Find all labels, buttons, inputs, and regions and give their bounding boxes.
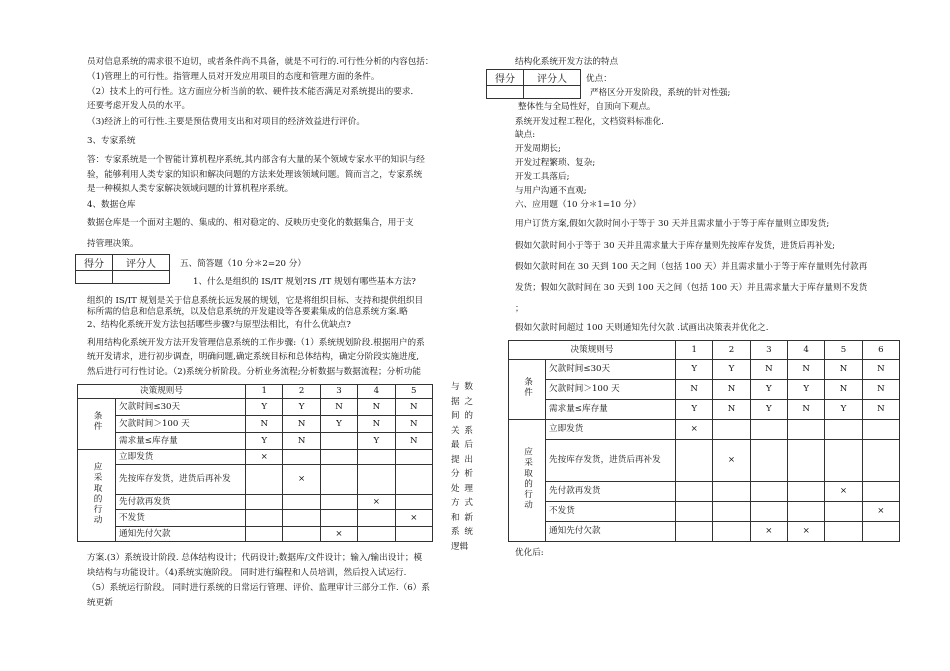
table-cell — [676, 482, 713, 502]
table-cell — [676, 440, 713, 482]
text-line: 假如欠款时间小于等于 30 天并且需求量大于库存量则先按库存发货，进货后再补发; — [515, 241, 836, 251]
text-line: 持管理决策。 — [87, 239, 139, 249]
table-cell: N — [862, 360, 899, 380]
table-cell — [283, 510, 320, 527]
answer-line: 然后进行可行性讨论。（2)系统分析阶段。分析业务流程;分析数据与数据流程；分析功能 — [87, 367, 421, 377]
grader-cell — [524, 86, 581, 99]
table-cell: N — [283, 416, 320, 433]
action-row-label: 先付款再发货 — [546, 482, 676, 502]
table-cell — [788, 482, 825, 502]
table-cell: × — [358, 495, 395, 510]
rule-number: 3 — [750, 341, 787, 360]
table-cell — [750, 440, 787, 482]
table-cell — [862, 482, 899, 502]
text-line: 用户订货方案,假如欠款时间小于等于 30 天并且需求量小于等于库存量则立即发货; — [515, 219, 830, 229]
table-cell — [713, 420, 750, 440]
table-cell: × — [395, 510, 432, 527]
table-cell: Y — [283, 399, 320, 416]
table-cell: N — [395, 433, 432, 450]
rule-number: 5 — [395, 385, 432, 399]
section-heading: 结构化系统开发方法的特点 — [515, 57, 619, 67]
score-cell — [487, 86, 524, 99]
table-header: 决策规则号 — [78, 385, 246, 399]
answer-line: 利用结构化系统开发方法开发管理信息系统的工作步骤:（1）系统规划阶段.根据用户的系 — [87, 338, 425, 348]
table-cell — [825, 502, 862, 522]
table-cell — [320, 450, 357, 465]
table-cell — [320, 465, 357, 495]
table-cell: N — [862, 380, 899, 400]
table-cell: N — [713, 380, 750, 400]
table-cell — [788, 502, 825, 522]
side-text: 与数据之间的关系最后提出分析处理方式和新系统逻辑 — [451, 382, 473, 552]
table-cell: N — [320, 399, 357, 416]
rule-number: 4 — [358, 385, 395, 399]
table-cell — [320, 433, 357, 450]
text-line: 整体性与全局性好，自顶向下观点。 — [518, 102, 656, 112]
table-cell: Y — [246, 399, 283, 416]
text-line: 优点： — [586, 74, 612, 84]
optimized-label: 优化后: — [515, 548, 544, 558]
table-cell: Y — [246, 433, 283, 450]
text-line: 假如欠款时间超过 100 天则通知先付欠款 .试画出决策表并优化之. — [515, 323, 769, 333]
score-cell — [76, 271, 113, 284]
text-line: 员对信息系统的需求很不迫切，或者条件尚不具备，就是不可行的.可行性分析的内容包括： — [87, 57, 434, 67]
action-row-label: 立即发货 — [116, 450, 246, 465]
text-line: 答：专家系统是一个智能计算机程序系统,其内部含有大量的某个领域专家水平的知识与经 — [87, 155, 425, 165]
table-cell: × — [788, 522, 825, 542]
action-row-label: 先按库存发货，进货后再补发 — [546, 440, 676, 482]
table-cell: × — [676, 420, 713, 440]
text-line: 数据仓库是一个面对主题的、集成的、相对稳定的、反映历史变化的数据集合，用于支 — [87, 218, 414, 228]
action-label: 应采取的行动 — [509, 420, 546, 542]
grader-label: 评分人 — [524, 70, 581, 86]
table-cell — [395, 450, 432, 465]
answer-line: 方案.(3）系统设计阶段. 总体结构设计；代码设计;数据库/文件设计；输入/输出设计；模 — [87, 553, 423, 563]
table-cell — [358, 465, 395, 495]
table-cell — [395, 527, 432, 542]
score-box — [75, 254, 170, 284]
table-cell: N — [676, 380, 713, 400]
rule-number: 5 — [825, 341, 862, 360]
table-header: 决策规则号 — [509, 341, 676, 360]
table-cell: N — [358, 416, 395, 433]
action-row-label: 通知先付欠款 — [546, 522, 676, 542]
table-cell — [246, 465, 283, 495]
rule-number: 3 — [320, 385, 357, 399]
table-cell — [862, 420, 899, 440]
table-cell — [676, 502, 713, 522]
rule-number: 2 — [283, 385, 320, 399]
table-cell — [750, 420, 787, 440]
table-cell — [283, 527, 320, 542]
table-cell: N — [788, 400, 825, 420]
action-row-label: 不发货 — [116, 510, 246, 527]
table-cell: N — [283, 433, 320, 450]
text-line: （1)管理上的可行性。指管理人员对开发应用项目的态度和管理方面的条件。 — [87, 72, 380, 82]
table-cell: N — [788, 360, 825, 380]
rule-number: 1 — [676, 341, 713, 360]
table-cell: N — [358, 399, 395, 416]
answer-line: 标所需的信息和信息系统，以及信息系统的开发建设等各要素集成的信息系统方案.略 — [87, 307, 408, 317]
section-title: 五、简答题（10 分＊2=20 分） — [180, 259, 306, 269]
question-1: 1、什么是组织的 IS/IT 规划?IS /IT 规划有哪些基本方法? — [193, 277, 416, 287]
text-line: 缺点: — [515, 130, 536, 140]
score-label: 得分 — [76, 255, 113, 271]
table-cell: × — [862, 502, 899, 522]
answer-line: 统更新 — [87, 598, 113, 608]
table-cell — [713, 482, 750, 502]
question-2: 2、结构化系统开发方法包括哪些步骤?与原型法相比，有什么优缺点? — [87, 320, 351, 330]
table-cell — [320, 510, 357, 527]
text-line: 发货；假如欠款时间在 30 天到 100 天之间（包括 100 天）并且需求量大于库存量则不发货 — [515, 283, 868, 293]
table-cell — [395, 465, 432, 495]
answer-line: 组织的 IS/IT 规划是关于信息系统长远发展的规划，它是将组织目标、支持和提供组织目 — [87, 296, 424, 306]
table-cell — [713, 502, 750, 522]
table-cell — [246, 527, 283, 542]
text-line: ； — [515, 304, 524, 314]
table-cell: N — [246, 416, 283, 433]
table-cell: × — [750, 522, 787, 542]
condition-row-label: 需求量≤库存量 — [546, 400, 676, 420]
table-cell — [788, 420, 825, 440]
decision-table-original — [77, 384, 433, 542]
text-line: 开发周期长; — [515, 144, 561, 154]
table-cell — [825, 420, 862, 440]
rule-number: 4 — [788, 341, 825, 360]
rule-number: 1 — [246, 385, 283, 399]
text-line: （2）技术上的可行性。这方面应分析当前的软、硬件技术能否满足对系统提出的要求． — [87, 87, 420, 97]
table-cell — [246, 495, 283, 510]
table-cell: × — [825, 482, 862, 502]
table-cell — [246, 510, 283, 527]
table-cell: N — [825, 360, 862, 380]
table-cell — [676, 522, 713, 542]
table-cell — [283, 450, 320, 465]
text-line: 验，能够利用人类专家的知识和解决问题的方法来处理该领域问题。简而言之，专家系统 — [87, 170, 423, 180]
text-line: 还要考虑开发人员的水平。 — [87, 101, 191, 111]
table-cell — [825, 522, 862, 542]
table-cell: Y — [676, 400, 713, 420]
grader-label: 评分人 — [113, 255, 170, 271]
table-cell: × — [246, 450, 283, 465]
text-line: 假如欠款时间在 30 天到 100 天之间（包括 100 天）并且需求量小于等于库存量则先付款再 — [515, 262, 868, 272]
table-cell — [358, 510, 395, 527]
action-row-label: 先按库存发货，进货后再补发 — [116, 465, 246, 495]
section-heading: 4、数据仓库 — [87, 200, 136, 210]
condition-row-label: 欠款时间＞100 天 — [116, 416, 246, 433]
table-cell: Y — [676, 360, 713, 380]
table-cell: N — [862, 400, 899, 420]
text-line: 开发过程繁琐、复杂; — [515, 158, 596, 168]
answer-line: （5）系统运行阶段。 同时进行系统的日常运行管理、评价、监理审计三部分工作.（6）系 — [87, 583, 430, 593]
text-line: 是一种模拟人类专家解决领域问题的计算机程序系统。 — [87, 184, 294, 194]
table-cell: Y — [825, 400, 862, 420]
table-cell: Y — [750, 380, 787, 400]
action-label: 应采取的行动 — [78, 450, 116, 542]
action-row-label: 不发货 — [546, 502, 676, 522]
answer-line: 统开发请求，进行初步调查，明确问题,确定系统目标和总体结构，确定分阶段实施进度, — [87, 352, 420, 362]
answer-line: 块结构与功能设计。（4)系统实施阶段。 同时进行编程和人员培训，然后投入试运行. — [87, 568, 407, 578]
table-cell: Y — [358, 433, 395, 450]
text-line: （3)经济上的可行性.主要是预估费用支出和对项目的经济效益进行评价。 — [87, 117, 365, 127]
table-cell — [750, 502, 787, 522]
table-cell — [862, 440, 899, 482]
text-line: 严格区分开发阶段，系统的针对性强; — [590, 88, 731, 98]
section-title: 六、应用题（10 分＊1=10 分） — [515, 200, 641, 210]
condition-label: 条件 — [78, 399, 116, 450]
action-row-label: 立即发货 — [546, 420, 676, 440]
text-line: 系统开发过程工程化，文档资料标准化. — [515, 117, 664, 127]
table-cell — [788, 440, 825, 482]
table-cell — [750, 482, 787, 502]
table-cell: N — [750, 360, 787, 380]
table-cell — [358, 527, 395, 542]
table-cell: Y — [320, 416, 357, 433]
table-cell — [395, 495, 432, 510]
table-cell — [862, 522, 899, 542]
action-row-label: 先付款再发货 — [116, 495, 246, 510]
table-cell — [358, 450, 395, 465]
table-cell: Y — [713, 360, 750, 380]
table-cell: N — [713, 400, 750, 420]
action-row-label: 通知先付欠款 — [116, 527, 246, 542]
rule-number: 6 — [862, 341, 899, 360]
table-cell: N — [395, 399, 432, 416]
text-line: 开发工具落后; — [515, 172, 570, 182]
condition-label: 条件 — [509, 360, 546, 420]
table-cell: Y — [750, 400, 787, 420]
table-cell — [825, 440, 862, 482]
score-label: 得分 — [487, 70, 524, 86]
condition-row-label: 欠款时间≤30天 — [116, 399, 246, 416]
table-cell — [320, 495, 357, 510]
score-box — [486, 69, 581, 99]
table-cell: Y — [788, 380, 825, 400]
table-cell: × — [283, 465, 320, 495]
grader-cell — [113, 271, 170, 284]
text-line: 与用户沟通不直观; — [515, 186, 587, 196]
condition-row-label: 欠款时间＞100 天 — [546, 380, 676, 400]
condition-row-label: 欠款时间≤30天 — [546, 360, 676, 380]
table-cell — [713, 522, 750, 542]
table-cell — [283, 495, 320, 510]
table-cell: × — [713, 440, 750, 482]
table-cell: N — [825, 380, 862, 400]
condition-row-label: 需求量≤库存量 — [116, 433, 246, 450]
rule-number: 2 — [713, 341, 750, 360]
section-heading: 3、专家系统 — [87, 136, 136, 146]
table-cell: × — [320, 527, 357, 542]
decision-table-task — [508, 340, 900, 542]
table-cell: N — [395, 416, 432, 433]
